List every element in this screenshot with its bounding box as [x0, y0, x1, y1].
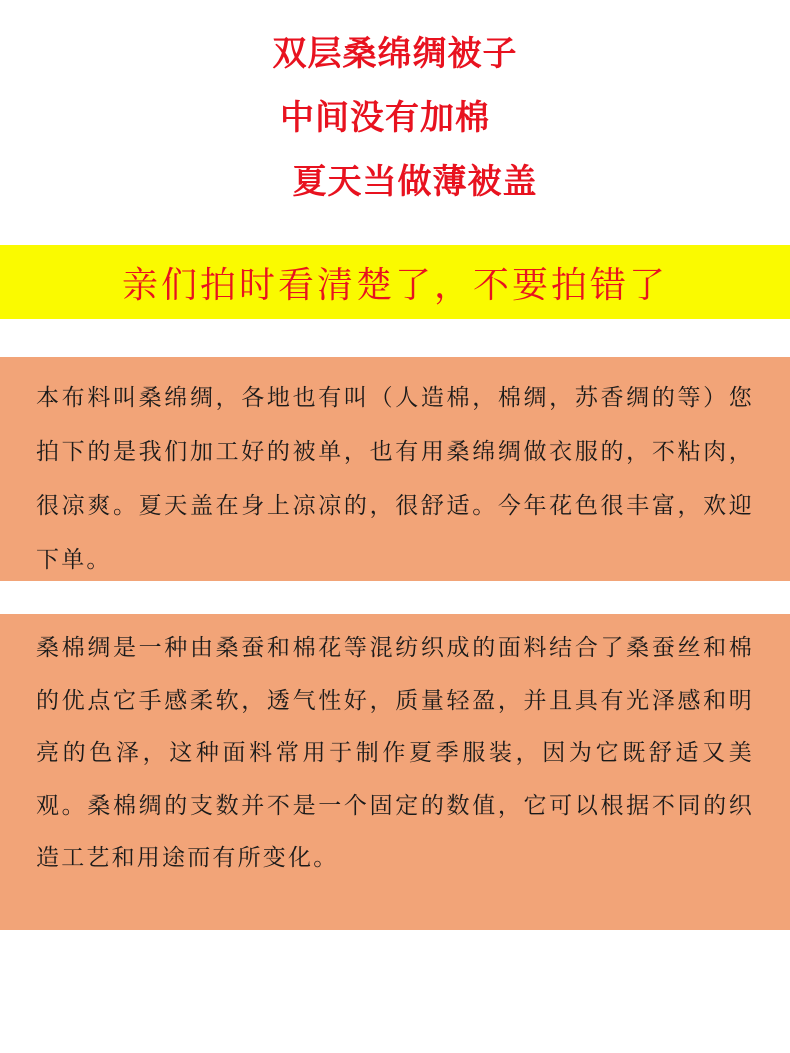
fabric-properties-block: [0, 614, 790, 930]
fabric-properties-text: 桑棉绸是一种由桑蚕和棉花等混纺织成的面料结合了桑蚕丝和棉的优点它手感柔软，透气性好，质量轻盈，并且具有光泽感和明亮的色泽，这种面料常用于制作夏季服装，因为它既舒适又美观。桑棉绸的支数并不是一个固定的数值，它可以根据不同的织造工艺和用途而有所变化。: [36, 635, 754, 871]
notice-banner-text: 亲们拍时看清楚了，不要拍错了: [121, 264, 668, 306]
headline-product-name: 双层桑绵绸被子: [272, 34, 518, 74]
notice-banner: [0, 245, 790, 319]
fabric-description-block: [0, 357, 790, 581]
headline-no-cotton-filling: 中间没有加棉: [280, 98, 490, 138]
fabric-description-text: 本布料叫桑绵绸，各地也有叫（人造棉，棉绸，苏香绸的等）您拍下的是我们加工好的被单，也有用桑绵绸做衣服的，不粘肉，很凉爽。夏天盖在身上凉凉的，很舒适。今年花色很丰富，欢迎下单。: [36, 385, 754, 573]
headline-summer-use: 夏天当做薄被盖: [292, 162, 538, 202]
